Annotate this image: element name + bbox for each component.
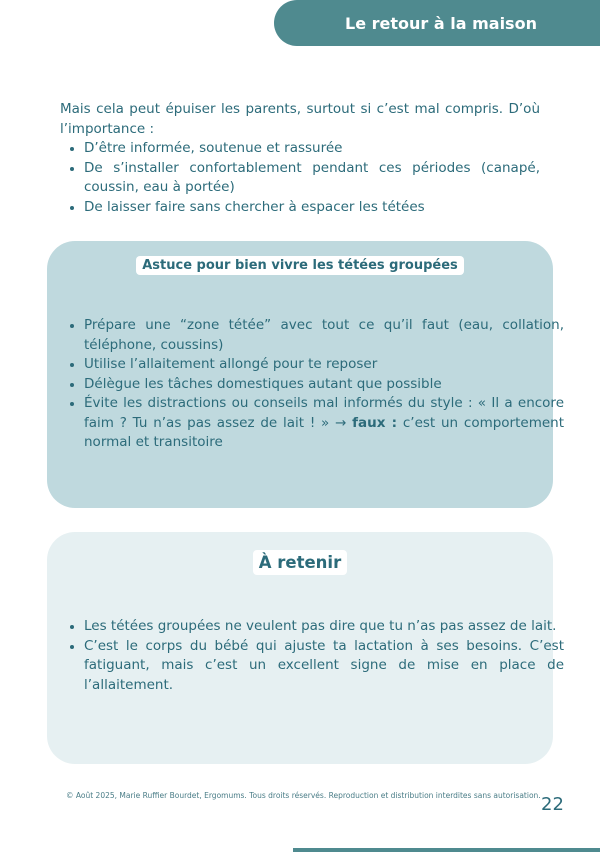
- retenir-box: [47, 532, 564, 764]
- page-number: 22: [541, 794, 564, 815]
- list-item-text: Évite les distractions ou conseils mal informés du style : « Il a encore faim ? Tu n’as pas assez de lait ! » →: [84, 395, 564, 431]
- list-item: [84, 394, 564, 453]
- section-header-tab: [274, 0, 600, 46]
- list-item: • Prépare une “zone tétée” avec tout ce qu’il faut (eau, collation, téléphone, coussins): [84, 316, 564, 355]
- intro-list: [60, 139, 540, 217]
- retenir-title-wrap: [47, 550, 553, 575]
- list-item: • C’est le corps du bébé qui ajuste ta lactation à ses besoins. C’est fatiguant, mais c’est un excellent signe de mise en place de l’allaitement.: [84, 637, 564, 696]
- astuce-title-wrap: [47, 256, 553, 275]
- section-title: Le retour à la maison: [345, 13, 537, 33]
- intro-section: [60, 100, 540, 217]
- list-item: • De s’installer confortablement pendant ces périodes (canapé, coussin, eau à portée): [84, 159, 540, 198]
- footer-copyright: © Août 2025, Marie Ruffier Bourdet, Ergomums. Tous droits réservés. Reproduction et distribution interdites sans autorisation.: [66, 791, 541, 800]
- retenir-title: À retenir: [253, 550, 347, 575]
- astuce-box: [47, 241, 565, 508]
- list-item: • Délègue les tâches domestiques autant que possible: [84, 375, 564, 395]
- list-item: • Utilise l’allaitement allongé pour te reposer: [84, 355, 564, 375]
- list-item: • Les tétées groupées ne veulent pas dire que tu n’as pas assez de lait.: [84, 617, 564, 637]
- astuce-title: Astuce pour bien vivre les tétées groupées: [136, 256, 464, 275]
- list-item-text: c’est un comportement normal et transitoire: [84, 414, 565, 450]
- list-item: • De laisser faire sans chercher à espacer les tétées: [84, 198, 540, 218]
- list-item: • D’être informée, soutenue et rassurée: [84, 139, 540, 159]
- list-item-bold: faux :: [352, 414, 398, 431]
- intro-paragraph: Mais cela peut épuiser les parents, surtout si c’est mal compris. D’où l’importance :: [60, 101, 540, 137]
- bottom-divider: [293, 848, 600, 852]
- retenir-list: [60, 617, 564, 695]
- astuce-list: [60, 316, 564, 453]
